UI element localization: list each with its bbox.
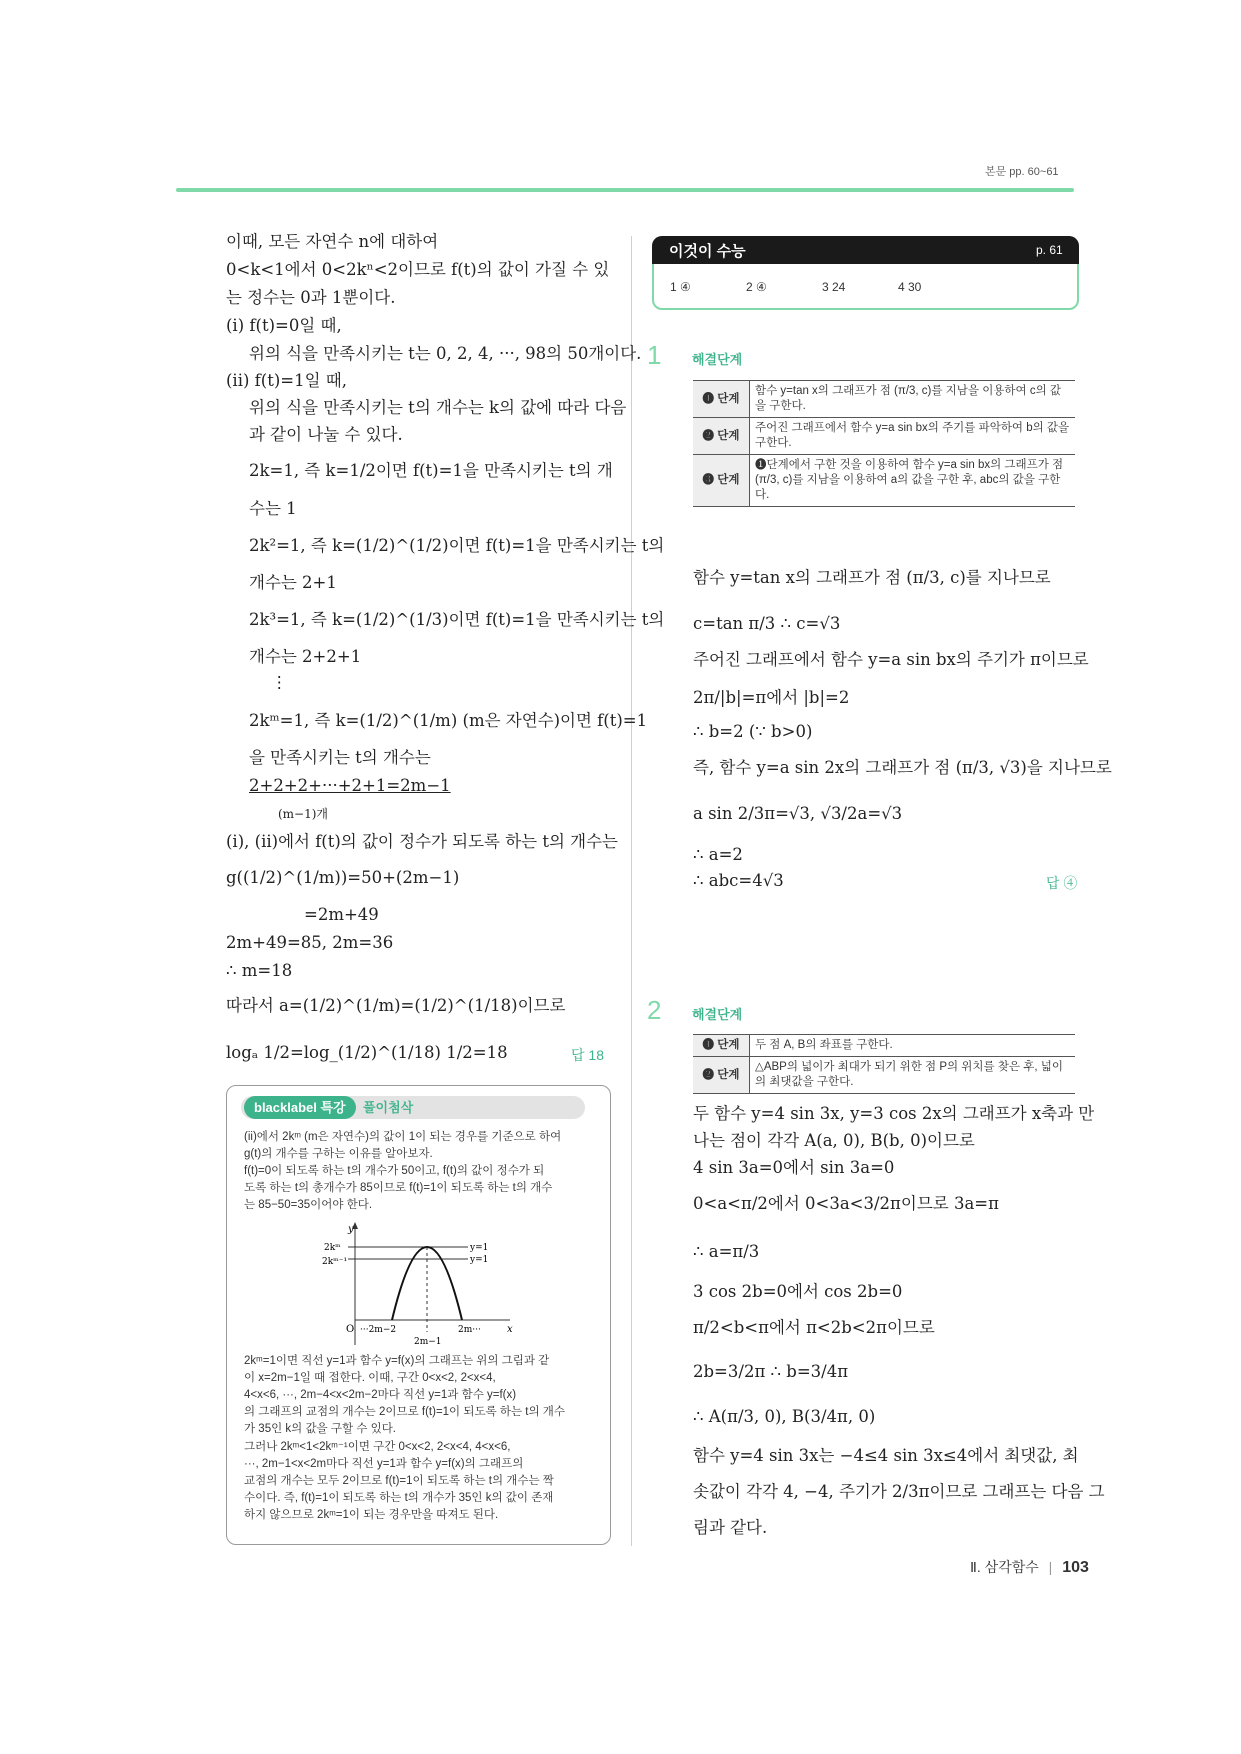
text-line: 즉, 함수 y=a sin 2x의 그래프가 점 (π/3, √3)을 지나므로 xyxy=(693,758,1112,777)
text-line: (i) f(t)=0일 때, xyxy=(226,316,342,335)
column-divider xyxy=(631,236,632,1546)
text-line: ∴ A(π/3, 0), B(3/4π, 0) xyxy=(693,1407,876,1426)
question-number: 1 xyxy=(647,340,662,370)
text-line: 2k³=1, 즉 k=(1/2)^(1/3)이면 f(t)=1을 만족시키는 t의 xyxy=(249,610,665,629)
page-reference: 본문 pp. 60~61 xyxy=(985,166,1059,178)
text-line: 2m+49=85, 2m=36 xyxy=(226,933,394,952)
step-label: ❷ 단계 xyxy=(693,1057,750,1094)
text-line: 3 cos 2b=0에서 cos 2b=0 xyxy=(693,1282,903,1301)
note-line: 의 그래프의 교점의 개수는 2이므로 f(t)=1이 되도록 하는 t의 개수 xyxy=(244,1406,566,1418)
step-row xyxy=(693,381,1075,418)
text-line: 2k²=1, 즉 k=(1/2)^(1/2)이면 f(t)=1을 만족시키는 t의 xyxy=(249,536,665,555)
step-text: 주어진 그래프에서 함수 y=a sin bx의 주기를 파악하여 b의 값을 구한다. xyxy=(750,418,1076,455)
text-line: 개수는 2+2+1 xyxy=(249,647,362,666)
text-line: 함수 y=4 sin 3x는 −4≤4 sin 3x≤4에서 최댓값, 최 xyxy=(693,1446,1079,1465)
step-text: 함수 y=tan x의 그래프가 점 (π/3, c)를 지남을 이용하여 c의 값을 구한다. xyxy=(750,381,1076,418)
text-line: (ii) f(t)=1일 때, xyxy=(226,371,347,390)
text-line: 위의 식을 만족시키는 t는 0, 2, 4, ···, 98의 50개이다. xyxy=(249,344,642,363)
step-label: ❷ 단계 xyxy=(693,418,750,455)
text-line: logₐ 1/2=log_(1/2)^(1/18) 1/2=18 xyxy=(226,1043,508,1062)
text-line: =2m+49 xyxy=(304,905,379,924)
text-line: g((1/2)^(1/m))=50+(2m−1) xyxy=(226,868,460,887)
text-line: 과 같이 나눌 수 있다. xyxy=(249,425,403,444)
text-line: ∴ a=π/3 xyxy=(693,1242,760,1261)
steps-table xyxy=(693,380,1075,507)
note-line: 수이다. 즉, f(t)=1이 되도록 하는 t의 개수가 35인 k의 값이 존재 xyxy=(244,1492,554,1504)
text-line: 0<k<1에서 0<2kⁿ<2이므로 f(t)의 값이 가질 수 있 xyxy=(226,260,610,279)
step-text: ❶단계에서 구한 것을 이용하여 함수 y=a sin bx의 그래프가 점 (π/3, c)를 지남을 이용하여 a의 값을 구한 후, abc의 값을 구한다. xyxy=(750,455,1076,507)
x-axis-label: x xyxy=(507,1324,513,1335)
text-line: 개수는 2+1 xyxy=(249,573,337,592)
text-line: 0<a<π/2에서 0<3a<3/2π이므로 3a=π xyxy=(693,1194,999,1213)
header-rule xyxy=(176,188,1074,192)
y-tick-label: 2kᵐ⁻¹ xyxy=(322,1257,348,1267)
question-number: 2 xyxy=(647,995,662,1025)
text-line: 4 sin 3a=0에서 sin 3a=0 xyxy=(693,1158,895,1177)
note-line: 2kᵐ=1이면 직선 y=1과 함수 y=f(x)의 그래프는 위의 그림과 같 xyxy=(244,1355,550,1367)
text-line: c=tan π/3 ∴ c=√3 xyxy=(693,614,841,633)
y-axis-label: y xyxy=(348,1224,354,1235)
steps-label: 해결단계 xyxy=(692,1007,743,1022)
note-line: 는 85−50=35이어야 한다. xyxy=(244,1199,373,1211)
chapter-label: Ⅱ. 삼각함수 xyxy=(970,1559,1039,1575)
page-number: 103 xyxy=(1062,1559,1089,1576)
quick-answer: 1 ④ xyxy=(670,280,691,294)
underbrace-label: (m−1)개 xyxy=(278,807,329,821)
text-line: 2b=3/2π ∴ b=3/4π xyxy=(693,1362,849,1381)
steps-label: 해결단계 xyxy=(692,352,743,367)
text-line: 솟값이 각각 4, −4, 주기가 2/3π이므로 그래프는 다음 그 xyxy=(693,1482,1105,1501)
text-line: 이때, 모든 자연수 n에 대하여 xyxy=(226,232,439,251)
step-label: ❸ 단계 xyxy=(693,455,750,507)
nusung-page: p. 61 xyxy=(1036,243,1063,257)
text-line: ∴ b=2 (∵ b>0) xyxy=(693,722,813,741)
sum-expression: 2+2+2+···+2+1=2m−1 xyxy=(249,776,451,795)
text-line: (i), (ii)에서 f(t)의 값이 정수가 되도록 하는 t의 개수는 xyxy=(226,832,618,851)
text-line: 따라서 a=(1/2)^(1/m)=(1/2)^(1/18)이므로 xyxy=(226,996,566,1015)
text-line: 주어진 그래프에서 함수 y=a sin bx의 주기가 π이므로 xyxy=(693,650,1089,669)
note-line: 하지 않으므로 2kᵐ=1이 되는 경우만을 따져도 된다. xyxy=(244,1509,499,1521)
note-line: 이 x=2m−1일 때 접한다. 이때, 구간 0<x<2, 2<x<4, xyxy=(244,1372,496,1384)
blacklabel-subtitle: 풀이첨삭 xyxy=(363,1100,414,1115)
note-line: 교점의 개수는 모두 2이므로 f(t)=1이 되도록 하는 t의 개수는 짝 xyxy=(244,1475,554,1487)
text-line: ∴ m=18 xyxy=(226,961,293,980)
quick-answer: 3 24 xyxy=(822,280,846,294)
text-line: 2k=1, 즉 k=1/2이면 f(t)=1을 만족시키는 t의 개 xyxy=(249,461,613,480)
step-row xyxy=(693,455,1075,507)
step-row xyxy=(693,1057,1075,1094)
step-label: ❶ 단계 xyxy=(693,1035,750,1057)
note-line: 도록 하는 t의 총개수가 85이므로 f(t)=1이 되도록 하는 t의 개수 xyxy=(244,1182,553,1194)
answer-label: 답 18 xyxy=(571,1047,604,1063)
blacklabel-tag: blacklabel 특강 xyxy=(244,1096,356,1119)
x-tick-label: 2m−1 xyxy=(414,1337,442,1347)
text-line: 두 함수 y=4 sin 3x, y=3 cos 2x의 그래프가 x축과 만 xyxy=(693,1104,1095,1123)
footer: Ⅱ. 삼각함수 | 103 xyxy=(970,1559,1089,1576)
note-line: 가 35인 k의 값을 구할 수 있다. xyxy=(244,1423,396,1435)
text-line: a sin 2/3π=√3, √3/2a=√3 xyxy=(693,804,903,823)
steps-table xyxy=(693,1034,1075,1094)
quick-answer: 2 ④ xyxy=(746,280,767,294)
vertical-ellipsis: ⋮ xyxy=(271,673,288,692)
text-line: 림과 같다. xyxy=(693,1518,768,1537)
text-line: 나는 점이 각각 A(a, 0), B(b, 0)이므로 xyxy=(693,1131,975,1150)
step-label: ❶ 단계 xyxy=(693,381,750,418)
text-line: π/2<b<π에서 π<2b<2π이므로 xyxy=(693,1318,935,1337)
text-line: 위의 식을 만족시키는 t의 개수는 k의 값에 따라 다음 xyxy=(249,398,627,417)
quick-answer: 4 30 xyxy=(898,280,922,294)
note-line: g(t)의 개수를 구하는 이유를 알아보자. xyxy=(244,1148,433,1160)
parabola-graph xyxy=(320,1220,520,1350)
text-line: ∴ abc=4√3 xyxy=(693,871,784,890)
x-tick-label: 2m··· xyxy=(458,1325,481,1335)
note-line: 4<x<6, ···, 2m−4<x<2m−2마다 직선 y=1과 함수 y=f(x) xyxy=(244,1389,517,1401)
text-line: 는 정수는 0과 1뿐이다. xyxy=(226,288,396,307)
text-line: 2kᵐ=1, 즉 k=(1/2)^(1/m) (m은 자연수)이면 f(t)=1 xyxy=(249,711,648,730)
text-line: 을 만족시키는 t의 개수는 xyxy=(249,748,431,767)
nusung-title: 이것이 수능 xyxy=(669,243,746,260)
note-line: (ii)에서 2kᵐ (m은 자연수)의 값이 1이 되는 경우를 기준으로 하여 xyxy=(244,1131,562,1143)
answer-label: 답 ④ xyxy=(1046,875,1078,891)
text-line: 2π/|b|=π에서 |b|=2 xyxy=(693,688,850,707)
line-label: y=1 xyxy=(470,1243,489,1253)
text-line: 수는 1 xyxy=(249,499,297,518)
note-line: 그러나 2kᵐ<1<2kᵐ⁻¹이면 구간 0<x<2, 2<x<4, 4<x<6, xyxy=(244,1441,511,1453)
origin-label: O xyxy=(346,1324,355,1335)
step-text: △ABP의 넓이가 최대가 되기 위한 점 P의 위치를 찾은 후, 넓이의 최댓값을 구한다. xyxy=(750,1057,1076,1094)
x-tick-label: ···2m−2 xyxy=(360,1325,397,1335)
step-row xyxy=(693,1035,1075,1057)
line-label: y=1 xyxy=(470,1255,489,1265)
y-tick-label: 2kᵐ xyxy=(324,1243,341,1253)
step-row xyxy=(693,418,1075,455)
text-line: ∴ a=2 xyxy=(693,845,743,864)
text-line: 함수 y=tan x의 그래프가 점 (π/3, c)를 지나므로 xyxy=(693,568,1051,587)
note-line: f(t)=0이 되도록 하는 t의 개수가 50이고, f(t)의 값이 정수가 되 xyxy=(244,1165,545,1177)
note-line: ···, 2m−1<x<2m마다 직선 y=1과 함수 y=f(x)의 그래프의 xyxy=(244,1458,524,1470)
step-text: 두 점 A, B의 좌표를 구한다. xyxy=(750,1035,1076,1057)
